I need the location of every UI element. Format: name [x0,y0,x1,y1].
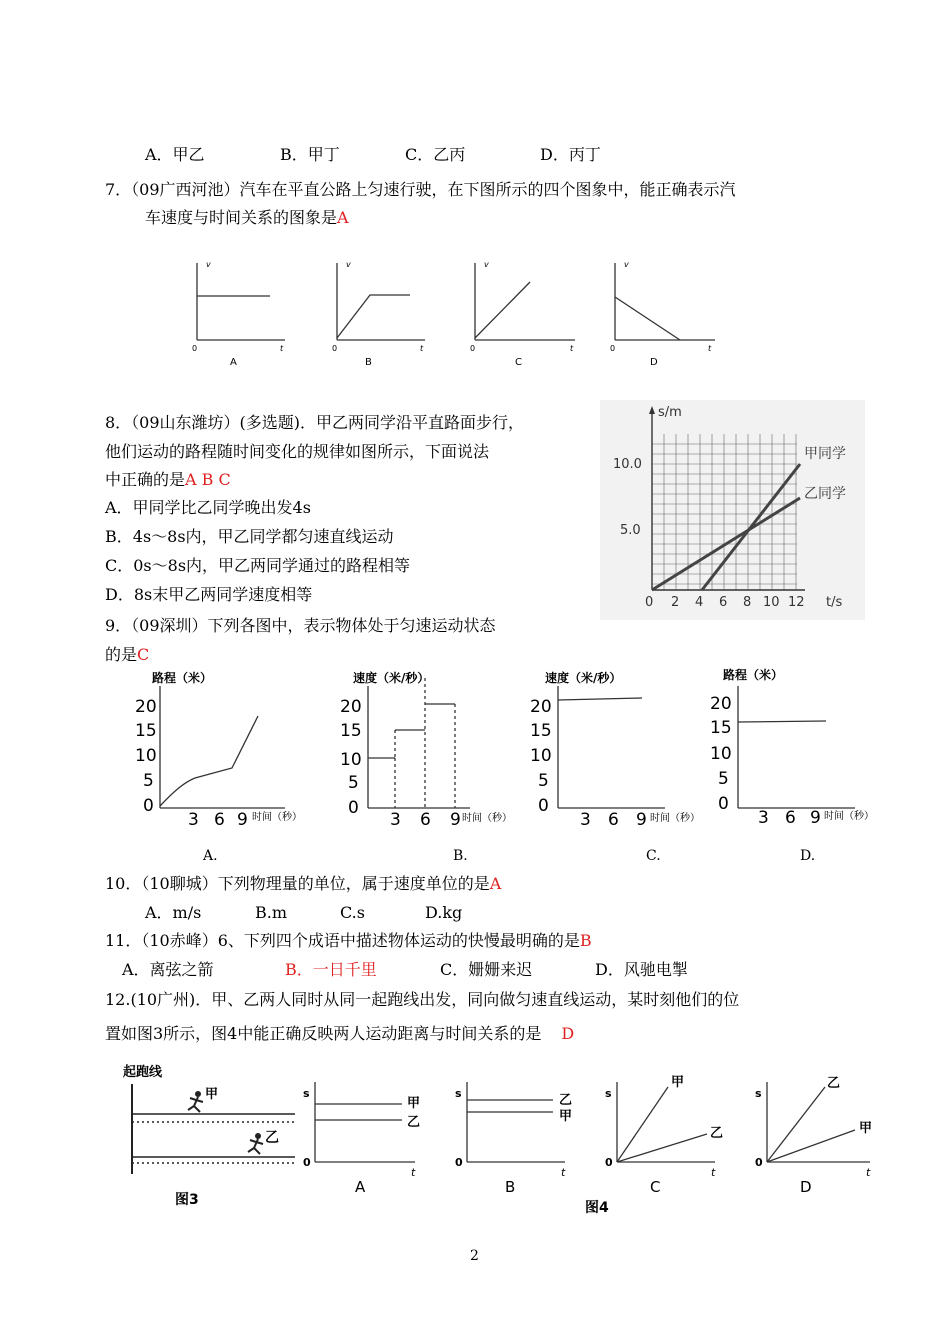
q12-a-jia: 甲 [407,1096,421,1111]
q11-stem-text: 11．（10赤峰）6、下列四个成语中描述物体运动的快慢最明确的是 [105,931,580,950]
q9-a-xlabel: 时间（秒） [252,812,302,823]
q6-option-b: B．甲丁 [280,145,340,164]
q8-xtick-4: 4 [695,595,704,610]
q8-xlabel: t/s [826,595,843,610]
q8-xtick-12: 12 [788,595,805,610]
q12-stem-line1: 12.(10广州)．甲、乙两人同时从同一起跑线出发，同向做匀速直线运动，某时刻他们的位 [105,990,740,1009]
q11-answer: B [579,931,592,950]
q9-stem-text: 的是 [105,645,138,664]
q11-option-c: C．姗姗来迟 [440,960,533,979]
q12-graph-c [585,1075,723,1216]
q6-option-c: C．乙丙 [405,145,466,164]
q12-b-0: 0 [455,1156,463,1169]
q9-label-a: A. [203,848,218,864]
q9-a-y5: 5 [143,771,154,791]
q12-a-t: t [411,1166,416,1179]
q9-a-y20: 20 [135,697,157,717]
q12-b-t: t [561,1166,566,1179]
q8-ytick-10: 10.0 [613,457,642,472]
q9-stem-line2 [105,645,149,665]
q12-a-yi: 乙 [407,1115,421,1130]
q12-fig3-yi: 乙 [265,1130,279,1146]
q8-stem-line3 [105,470,231,490]
q12-fig3-caption: 图3 [175,1192,199,1208]
q7-graphs [180,255,740,370]
q9-d-title: 路程（米） [723,668,784,682]
q6-option-a: A．甲乙 [145,145,205,164]
q12-stem-line2 [105,1024,574,1044]
q12-d-t: t [866,1166,871,1179]
q9-a-x3: 3 [188,810,199,830]
q8-stem-line2: 他们运动的路程随时间变化的规律如图所示，下面说法 [105,442,490,461]
q11-option-b: B．一日千里 [285,960,377,979]
q9-graphs [135,668,900,833]
q9-b-x9: 9 [450,810,461,830]
q12-fig3-jia: 甲 [205,1087,219,1102]
q9-c-title: 速度（米/秒） [545,671,622,685]
q9-stem-line1: 9．（09深圳）下列各图中，表示物体处于匀速运动状态 [105,616,496,635]
q7-c-0: 0 [470,344,476,353]
q9-d-x6: 6 [785,808,796,828]
q9-a-title: 路程（米） [152,671,213,685]
q12-c-0: 0 [605,1156,613,1169]
q9-b-x3: 3 [390,810,401,830]
q8-stem-line1: 8．（09山东潍坊）(多选题)．甲乙两同学沿平直路面步行， [105,413,525,432]
runner-yi-icon [248,1133,263,1154]
q8-option-d: D．8s末甲乙两同学速度相等 [105,585,313,604]
q7-graph-d [610,260,715,368]
q7-b-t: t [420,344,424,353]
q12-b-yi: 乙 [559,1093,573,1108]
q7-b-v: v [346,260,351,269]
q7-a-0: 0 [192,344,198,353]
q9-c-xlabel: 时间（秒） [650,813,700,824]
q12-b-label: B [505,1178,516,1196]
q9-c-y5: 5 [538,771,549,791]
q9-d-y0: 0 [718,794,729,814]
q12-stem-text: 置如图3所示，图4中能正确反映两人运动距离与时间关系的是 [105,1024,542,1043]
q9-b-y0: 0 [348,798,359,818]
q7-stem-text: 车速度与时间关系的图象是 [145,208,338,227]
q9-a-x9: 9 [237,810,248,830]
q8-chart [600,400,865,620]
q9-a-x6: 6 [214,810,225,830]
q12-a-0: 0 [303,1156,311,1169]
q7-a-v: v [206,260,211,269]
q7-a-label: A [230,357,237,368]
q9-c-x3: 3 [580,810,591,830]
q12-c-yi: 乙 [710,1126,724,1141]
q8-answer: A B C [185,470,231,489]
q12-c-t: t [711,1166,716,1179]
q12-figures [115,1062,885,1222]
q9-c-y10: 10 [530,746,552,766]
q11-option-d: D．风驰电掣 [595,960,688,979]
q10-answer: A [489,874,502,893]
q8-xtick-2: 2 [671,595,680,610]
q7-graph-b [332,260,425,368]
page-number: 2 [470,1248,479,1264]
q12-c-jia: 甲 [671,1075,685,1090]
q12-b-s: s [455,1087,462,1100]
q12-c-s: s [605,1087,612,1100]
q7-d-label: D [650,357,658,368]
q9-a-y15: 15 [135,721,157,741]
q10-option-c: C.s [340,903,365,922]
q7-graph-c [470,260,575,368]
q12-d-0: 0 [755,1156,763,1169]
q7-d-t: t [708,344,712,353]
q8-option-b: B．4s～8s内，甲乙同学都匀速直线运动 [105,527,394,546]
q10-option-b: B.m [255,903,288,922]
q9-graph-a [135,670,302,830]
q9-c-y20: 20 [530,697,552,717]
q8-ylabel: s/m [658,405,682,420]
q8-option-c: C．0s～8s内，甲乙两同学通过的路程相等 [105,556,411,575]
q12-d-label: D [800,1178,812,1196]
q7-d-v: v [624,260,629,269]
q9-d-y5: 5 [718,769,729,789]
q12-b-jia: 甲 [559,1109,573,1124]
q9-label-d: D. [800,848,816,864]
q6-option-d: D．丙丁 [540,145,601,164]
q9-graph-b [340,670,512,830]
q12-graph-a [303,1082,420,1196]
q12-c-label: C [650,1178,661,1196]
q9-graph-c [530,670,700,830]
q10-stem [105,874,501,894]
q12-graph-d [755,1076,872,1196]
q7-d-0: 0 [610,344,616,353]
q9-d-x3: 3 [758,808,769,828]
q9-d-y20: 20 [710,694,732,714]
q9-b-title: 速度（米/秒） [353,671,430,685]
q11-option-a: A．离弦之箭 [122,960,214,979]
q8-xtick-0: 0 [645,595,654,610]
q9-c-x6: 6 [608,810,619,830]
q9-b-y5: 5 [348,773,359,793]
q9-b-xlabel: 时间（秒） [462,813,512,824]
q7-stem-line1: 7．（09广西河池）汽车在平直公路上匀速行驶，在下图所示的四个图象中，能正确表示汽 [105,180,736,199]
q12-a-label: A [355,1178,366,1196]
q9-a-y0: 0 [143,796,154,816]
q7-answer: A [337,208,349,227]
q8-xtick-8: 8 [743,595,752,610]
q10-option-d: D.kg [425,903,463,922]
q12-d-s: s [755,1087,762,1100]
q7-c-label: C [515,357,522,368]
q9-b-x6: 6 [420,810,431,830]
q12-fig4-caption: 图4 [585,1200,609,1216]
q7-c-v: v [484,260,489,269]
q8-option-a: A．甲同学比乙同学晚出发4s [105,498,311,517]
q10-option-a: A．m/s [145,903,202,922]
q9-c-x9: 9 [636,810,647,830]
q12-answer: D [561,1024,575,1043]
q12-a-s: s [303,1087,310,1100]
q9-d-xlabel: 时间（秒） [824,811,874,822]
q12-graph-b [455,1082,572,1196]
q8-legend-jia: 甲同学 [804,446,846,462]
q9-answer: C [137,645,150,664]
q10-stem-text: 10．（10聊城）下列物理量的单位，属于速度单位的是 [105,874,490,893]
q12-fig3 [123,1064,295,1208]
q9-c-y0: 0 [538,796,549,816]
q7-a-t: t [280,344,284,353]
q9-b-y10: 10 [340,750,362,770]
q8-xtick-6: 6 [719,595,728,610]
q7-stem-line2 [145,208,349,228]
q12-d-jia: 甲 [859,1121,873,1136]
q9-label-c: C. [646,848,661,864]
q9-b-y20: 20 [340,697,362,717]
q8-stem-text: 中正确的是 [105,470,186,489]
q7-b-label: B [365,357,372,368]
runner-jia-icon [188,1091,203,1112]
q7-c-t: t [570,344,574,353]
q9-a-y10: 10 [135,746,157,766]
q9-label-b: B. [453,848,468,864]
q9-graph-d [710,667,874,828]
q12-d-yi: 乙 [827,1076,841,1091]
q8-xtick-10: 10 [763,595,780,610]
q9-d-y15: 15 [710,718,732,738]
q9-b-y15: 15 [340,721,362,741]
q9-c-y15: 15 [530,721,552,741]
q11-stem [105,931,592,951]
q12-fig3-title: 起跑线 [123,1065,163,1080]
q9-d-y10: 10 [710,744,732,764]
q7-graph-a [192,260,285,368]
q9-d-x9: 9 [810,808,821,828]
q8-ytick-5: 5.0 [620,523,641,538]
q7-b-0: 0 [332,344,338,353]
q8-legend-yi: 乙同学 [804,486,846,502]
